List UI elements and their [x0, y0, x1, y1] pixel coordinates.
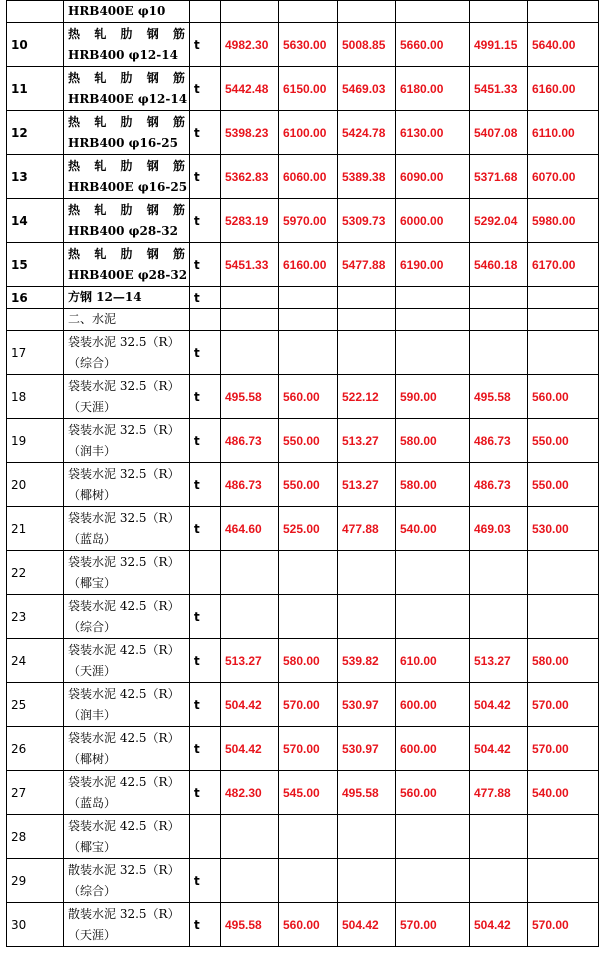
price-cell: 6070.00 — [528, 155, 599, 199]
unit-cell: t — [190, 419, 221, 463]
table-row — [7, 639, 599, 683]
row-number-cell — [7, 309, 64, 331]
item-name-cell — [64, 771, 190, 815]
price-cell — [221, 1, 279, 23]
price-cell — [470, 309, 528, 331]
price-cell: 5980.00 — [528, 199, 599, 243]
price-cell: 5460.18 — [470, 243, 528, 287]
price-table-body — [7, 1, 599, 947]
price-cell — [279, 287, 338, 309]
row-number-cell: 17 — [7, 331, 64, 375]
item-name-line-1: 袋装水泥 42.5（R） — [68, 774, 180, 789]
price-cell: 550.00 — [279, 419, 338, 463]
price-cell: 6190.00 — [396, 243, 470, 287]
price-cell: 513.27 — [338, 463, 396, 507]
item-name-line-2: （蓝岛） — [68, 531, 117, 546]
table-row — [7, 507, 599, 551]
item-name-line-1: 热 轧 肋 钢 筋 — [68, 70, 185, 85]
price-cell: 570.00 — [528, 727, 599, 771]
price-cell: 5477.88 — [338, 243, 396, 287]
price-cell: 610.00 — [396, 639, 470, 683]
price-cell: 5008.85 — [338, 23, 396, 67]
item-name-line-1: 袋装水泥 32.5（R） — [68, 378, 180, 393]
unit-cell: t — [190, 23, 221, 67]
price-cell: 6110.00 — [528, 111, 599, 155]
price-cell: 540.00 — [396, 507, 470, 551]
price-cell: 580.00 — [279, 639, 338, 683]
price-cell: 5398.23 — [221, 111, 279, 155]
item-name-line-2: （天涯） — [68, 663, 117, 678]
item-name-line-1: 袋装水泥 32.5（R） — [68, 466, 180, 481]
price-cell: 590.00 — [396, 375, 470, 419]
unit-cell — [190, 815, 221, 859]
row-number-cell: 29 — [7, 859, 64, 903]
price-cell — [338, 859, 396, 903]
row-number-cell: 20 — [7, 463, 64, 507]
price-cell: 5451.33 — [221, 243, 279, 287]
price-cell: 6170.00 — [528, 243, 599, 287]
unit-cell: t — [190, 727, 221, 771]
price-cell: 530.97 — [338, 683, 396, 727]
price-cell: 600.00 — [396, 727, 470, 771]
item-name-line-1: 热 轧 肋 钢 筋 — [68, 246, 185, 261]
price-cell — [396, 331, 470, 375]
unit-cell: t — [190, 155, 221, 199]
item-name-line-1: 袋装水泥 42.5（R） — [68, 818, 180, 833]
item-name-line-1: 热 轧 肋 钢 筋 — [68, 26, 185, 41]
price-cell — [396, 859, 470, 903]
table-row — [7, 419, 599, 463]
price-cell: 525.00 — [279, 507, 338, 551]
row-number-cell: 26 — [7, 727, 64, 771]
item-name-line-1: 袋装水泥 32.5（R） — [68, 422, 180, 437]
item-name-line-2: （椰树） — [68, 751, 117, 766]
price-cell — [528, 331, 599, 375]
price-cell: 5451.33 — [470, 67, 528, 111]
price-cell — [528, 859, 599, 903]
price-cell: 469.03 — [470, 507, 528, 551]
price-cell — [279, 859, 338, 903]
table-row — [7, 859, 599, 903]
price-cell: 570.00 — [528, 683, 599, 727]
row-number-cell: 19 — [7, 419, 64, 463]
item-name-line-1: 袋装水泥 42.5（R） — [68, 686, 180, 701]
row-number-cell: 22 — [7, 551, 64, 595]
item-name-line-2: （天涯） — [68, 927, 117, 942]
price-cell — [221, 595, 279, 639]
price-cell: 464.60 — [221, 507, 279, 551]
price-cell: 5630.00 — [279, 23, 338, 67]
price-cell: 4982.30 — [221, 23, 279, 67]
price-cell: 486.73 — [221, 419, 279, 463]
item-name-cell — [64, 419, 190, 463]
item-name-line-1: 袋装水泥 42.5（R） — [68, 642, 180, 657]
unit-cell: t — [190, 771, 221, 815]
row-number-cell: 27 — [7, 771, 64, 815]
item-name-line-2: HRB400E φ12-14 — [68, 91, 188, 106]
price-cell — [470, 815, 528, 859]
price-cell: 5362.83 — [221, 155, 279, 199]
item-name-line-1: 热 轧 肋 钢 筋 — [68, 114, 185, 129]
unit-cell: t — [190, 375, 221, 419]
table-row — [7, 463, 599, 507]
unit-cell: t — [190, 331, 221, 375]
price-cell: 560.00 — [396, 771, 470, 815]
item-name-line-1: 热 轧 肋 钢 筋 — [68, 158, 185, 173]
unit-cell: t — [190, 507, 221, 551]
unit-cell: t — [190, 67, 221, 111]
price-cell — [279, 331, 338, 375]
price-cell: 550.00 — [279, 463, 338, 507]
price-cell — [396, 309, 470, 331]
price-cell: 4991.15 — [470, 23, 528, 67]
item-name-cell — [64, 595, 190, 639]
table-row — [7, 155, 599, 199]
price-cell — [396, 1, 470, 23]
price-cell: 5424.78 — [338, 111, 396, 155]
price-cell — [528, 595, 599, 639]
price-cell: 495.58 — [470, 375, 528, 419]
price-cell — [528, 1, 599, 23]
price-cell: 513.27 — [221, 639, 279, 683]
price-cell: 5970.00 — [279, 199, 338, 243]
price-cell: 6180.00 — [396, 67, 470, 111]
price-cell: 580.00 — [396, 463, 470, 507]
row-number-cell: 15 — [7, 243, 64, 287]
item-name-cell — [64, 859, 190, 903]
price-cell: 477.88 — [338, 507, 396, 551]
price-cell: 522.12 — [338, 375, 396, 419]
item-name-line-2: HRB400E φ16-25 — [68, 179, 188, 194]
price-cell: 6150.00 — [279, 67, 338, 111]
price-cell: 5309.73 — [338, 199, 396, 243]
item-name-line-2: （综合） — [68, 883, 117, 898]
price-cell — [528, 287, 599, 309]
row-number-cell: 16 — [7, 287, 64, 309]
unit-cell: t — [190, 903, 221, 947]
price-cell: 486.73 — [221, 463, 279, 507]
item-name-cell — [64, 331, 190, 375]
price-cell: 5389.38 — [338, 155, 396, 199]
price-cell — [396, 815, 470, 859]
table-row — [7, 23, 599, 67]
table-row — [7, 199, 599, 243]
table-row — [7, 595, 599, 639]
price-cell: 6000.00 — [396, 199, 470, 243]
row-number-cell — [7, 1, 64, 23]
unit-cell: t — [190, 639, 221, 683]
item-name-line-1: 袋装水泥 32.5（R） — [68, 510, 180, 525]
price-cell: 486.73 — [470, 419, 528, 463]
table-row — [7, 309, 599, 331]
table-row — [7, 551, 599, 595]
unit-cell: t — [190, 199, 221, 243]
price-cell — [528, 309, 599, 331]
item-name-line-2: （椰树） — [68, 487, 117, 502]
table-row — [7, 903, 599, 947]
price-cell — [338, 815, 396, 859]
price-cell: 570.00 — [528, 903, 599, 947]
item-name-line-1: 热 轧 肋 钢 筋 — [68, 202, 185, 217]
price-cell: 530.97 — [338, 727, 396, 771]
price-cell: 560.00 — [528, 375, 599, 419]
item-name-cell — [64, 903, 190, 947]
price-cell — [338, 331, 396, 375]
item-name-line-2: （椰宝） — [68, 575, 117, 590]
price-cell — [528, 815, 599, 859]
price-cell: 570.00 — [279, 683, 338, 727]
price-cell — [338, 595, 396, 639]
row-number-cell: 21 — [7, 507, 64, 551]
item-name-line-2: HRB400 φ12-14 — [68, 47, 178, 62]
item-name-cell — [64, 463, 190, 507]
price-cell — [338, 1, 396, 23]
row-number-cell: 18 — [7, 375, 64, 419]
table-row — [7, 67, 599, 111]
price-cell: 504.42 — [221, 727, 279, 771]
price-cell: 6130.00 — [396, 111, 470, 155]
item-name-line-1: 袋装水泥 42.5（R） — [68, 730, 180, 745]
price-cell — [338, 551, 396, 595]
row-number-cell: 12 — [7, 111, 64, 155]
table-row — [7, 243, 599, 287]
item-name-cell — [64, 111, 190, 155]
unit-cell: t — [190, 859, 221, 903]
price-cell: 570.00 — [396, 903, 470, 947]
price-cell: 486.73 — [470, 463, 528, 507]
price-cell: 504.42 — [338, 903, 396, 947]
price-cell — [279, 551, 338, 595]
price-cell: 550.00 — [528, 463, 599, 507]
table-row — [7, 111, 599, 155]
price-cell: 504.42 — [470, 903, 528, 947]
item-name-cell — [64, 23, 190, 67]
price-cell: 5407.08 — [470, 111, 528, 155]
price-cell: 495.58 — [338, 771, 396, 815]
unit-cell: t — [190, 683, 221, 727]
price-cell — [279, 309, 338, 331]
item-name-line-2: （润丰） — [68, 707, 117, 722]
price-cell — [338, 309, 396, 331]
item-name-line-1: 散装水泥 32.5（R） — [68, 862, 180, 877]
price-cell: 5640.00 — [528, 23, 599, 67]
item-name-line-1: 袋装水泥 32.5（R） — [68, 554, 180, 569]
unit-cell: t — [190, 243, 221, 287]
price-cell: 513.27 — [338, 419, 396, 463]
price-cell: 6060.00 — [279, 155, 338, 199]
price-cell — [221, 859, 279, 903]
price-cell: 540.00 — [528, 771, 599, 815]
row-number-cell: 23 — [7, 595, 64, 639]
item-name-line-2: （润丰） — [68, 443, 117, 458]
price-cell — [221, 331, 279, 375]
price-cell: 5283.19 — [221, 199, 279, 243]
price-cell: 539.82 — [338, 639, 396, 683]
price-cell: 545.00 — [279, 771, 338, 815]
item-name-line-2: （综合） — [68, 619, 117, 634]
item-name-line-2: （蓝岛） — [68, 795, 117, 810]
row-number-cell: 25 — [7, 683, 64, 727]
unit-cell: t — [190, 463, 221, 507]
item-name-line-2: HRB400 φ16-25 — [68, 135, 178, 150]
row-number-cell: 24 — [7, 639, 64, 683]
row-number-cell: 13 — [7, 155, 64, 199]
price-cell: 504.42 — [470, 683, 528, 727]
price-cell: 600.00 — [396, 683, 470, 727]
price-cell: 5292.04 — [470, 199, 528, 243]
unit-cell: t — [190, 111, 221, 155]
row-number-cell: 11 — [7, 67, 64, 111]
table-row — [7, 331, 599, 375]
price-cell: 550.00 — [528, 419, 599, 463]
item-name-line-1: 袋装水泥 32.5（R） — [68, 334, 180, 349]
item-name-line-2: （天涯） — [68, 399, 117, 414]
price-cell: 6090.00 — [396, 155, 470, 199]
price-cell — [279, 1, 338, 23]
price-cell: 570.00 — [279, 727, 338, 771]
price-cell: 560.00 — [279, 375, 338, 419]
table-row — [7, 683, 599, 727]
price-cell: 560.00 — [279, 903, 338, 947]
item-name-cell: 方钢 12—14 — [64, 287, 190, 309]
price-cell: 6160.00 — [528, 67, 599, 111]
item-name-line-1: 散装水泥 32.5（R） — [68, 906, 180, 921]
price-cell: 6160.00 — [279, 243, 338, 287]
table-row — [7, 1, 599, 23]
price-cell — [221, 287, 279, 309]
price-cell — [396, 551, 470, 595]
item-name-cell — [64, 199, 190, 243]
price-cell — [279, 595, 338, 639]
price-table — [6, 0, 599, 947]
price-cell — [528, 551, 599, 595]
item-name-cell — [64, 727, 190, 771]
unit-cell — [190, 551, 221, 595]
unit-cell: t — [190, 595, 221, 639]
price-cell: 513.27 — [470, 639, 528, 683]
price-cell: 495.58 — [221, 903, 279, 947]
price-cell: 580.00 — [396, 419, 470, 463]
price-cell: 504.42 — [470, 727, 528, 771]
price-cell: 495.58 — [221, 375, 279, 419]
unit-cell: t — [190, 287, 221, 309]
price-cell: 5660.00 — [396, 23, 470, 67]
item-name-line-2: HRB400E φ10 — [68, 4, 166, 18]
row-number-cell: 28 — [7, 815, 64, 859]
unit-cell — [190, 309, 221, 331]
price-cell: 530.00 — [528, 507, 599, 551]
price-cell — [470, 331, 528, 375]
table-row — [7, 727, 599, 771]
row-number-cell: 10 — [7, 23, 64, 67]
price-cell: 482.30 — [221, 771, 279, 815]
price-cell: 5469.03 — [338, 67, 396, 111]
price-cell: 477.88 — [470, 771, 528, 815]
item-name-line-2: （椰宝） — [68, 839, 117, 854]
item-name-cell — [64, 243, 190, 287]
price-cell: 504.42 — [221, 683, 279, 727]
unit-cell — [190, 1, 221, 23]
price-cell — [470, 859, 528, 903]
section-title: 二、水泥 — [64, 309, 190, 331]
item-name-cell — [64, 1, 190, 23]
item-name-cell — [64, 375, 190, 419]
row-number-cell: 30 — [7, 903, 64, 947]
table-row — [7, 287, 599, 309]
item-name-cell — [64, 551, 190, 595]
price-cell — [221, 551, 279, 595]
item-name-cell — [64, 155, 190, 199]
item-name-cell — [64, 815, 190, 859]
price-cell: 5371.68 — [470, 155, 528, 199]
item-name-line-2: HRB400 φ28-32 — [68, 223, 178, 238]
item-name-line-2: （综合） — [68, 355, 117, 370]
price-cell: 5442.48 — [221, 67, 279, 111]
item-name-cell — [64, 639, 190, 683]
price-cell — [221, 815, 279, 859]
price-cell — [396, 287, 470, 309]
table-row — [7, 815, 599, 859]
price-cell — [470, 551, 528, 595]
price-cell: 6100.00 — [279, 111, 338, 155]
price-cell — [396, 595, 470, 639]
item-name-cell — [64, 67, 190, 111]
item-name-line-1: 袋装水泥 42.5（R） — [68, 598, 180, 613]
row-number-cell: 14 — [7, 199, 64, 243]
price-cell — [470, 1, 528, 23]
price-cell — [470, 595, 528, 639]
price-cell — [279, 815, 338, 859]
price-cell — [338, 287, 396, 309]
table-row — [7, 771, 599, 815]
table-row — [7, 375, 599, 419]
item-name-cell — [64, 683, 190, 727]
price-cell — [221, 309, 279, 331]
item-name-cell — [64, 507, 190, 551]
price-cell: 580.00 — [528, 639, 599, 683]
price-cell — [470, 287, 528, 309]
item-name-line-2: HRB400E φ28-32 — [68, 267, 188, 282]
